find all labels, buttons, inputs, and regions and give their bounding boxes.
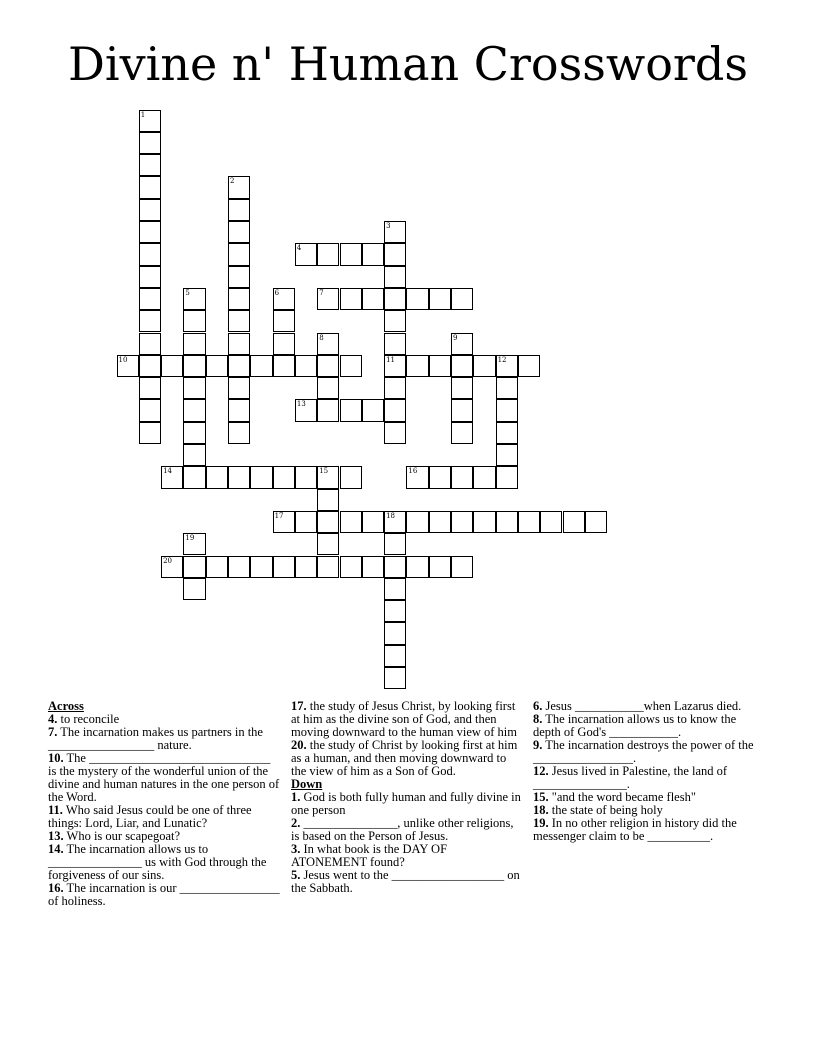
clue-text: The incarnation is our ________________ of holiness. bbox=[48, 881, 280, 908]
clue-num: 9. bbox=[533, 738, 543, 752]
grid-cell[interactable] bbox=[183, 578, 205, 600]
grid-cell[interactable] bbox=[228, 243, 250, 265]
clue-num: 3. bbox=[291, 842, 301, 856]
grid-cell[interactable] bbox=[295, 399, 317, 421]
grid-cell[interactable] bbox=[340, 288, 362, 310]
grid-cell[interactable] bbox=[250, 556, 272, 578]
grid-cell[interactable] bbox=[183, 288, 205, 310]
grid-cell[interactable] bbox=[228, 355, 250, 377]
grid-cell[interactable] bbox=[273, 288, 295, 310]
clue-text: Who is our scapegoat? bbox=[63, 829, 181, 843]
grid-cell[interactable] bbox=[585, 511, 607, 533]
clue-text: the state of being holy bbox=[548, 803, 663, 817]
clue-text: The incarnation destroys the power of the ________________. bbox=[533, 738, 754, 765]
down-clue bbox=[291, 791, 523, 817]
grid-cell[interactable] bbox=[451, 377, 473, 399]
grid-cell[interactable] bbox=[228, 176, 250, 198]
grid-cell[interactable] bbox=[384, 645, 406, 667]
grid-cell[interactable] bbox=[139, 399, 161, 421]
grid-cell[interactable] bbox=[183, 377, 205, 399]
clue-number: 5 bbox=[185, 288, 190, 297]
grid-cell[interactable] bbox=[496, 511, 518, 533]
grid-cell[interactable] bbox=[295, 243, 317, 265]
grid-cell[interactable] bbox=[429, 466, 451, 488]
grid-cell[interactable] bbox=[139, 422, 161, 444]
grid-cell[interactable] bbox=[384, 355, 406, 377]
clue-number: 8 bbox=[319, 333, 324, 342]
down-clue bbox=[533, 765, 767, 791]
down-clue bbox=[291, 817, 523, 843]
clue-text: the study of Jesus Christ, by looking first at him as the divine son of God, and then moving downward to the human view of him bbox=[291, 699, 518, 739]
grid-cell[interactable] bbox=[384, 310, 406, 332]
grid-cell[interactable] bbox=[406, 288, 428, 310]
clue-number: 1 bbox=[140, 110, 146, 119]
grid-cell[interactable] bbox=[228, 377, 250, 399]
grid-cell[interactable] bbox=[384, 600, 406, 622]
clue-num: 12. bbox=[533, 764, 549, 778]
clue-number: 16 bbox=[408, 467, 418, 476]
grid-cell[interactable] bbox=[183, 355, 205, 377]
down-clue bbox=[533, 817, 767, 843]
across-clue bbox=[48, 752, 280, 804]
grid-cell[interactable] bbox=[384, 556, 406, 578]
clue-number: 13 bbox=[296, 400, 306, 409]
grid-cell[interactable] bbox=[384, 266, 406, 288]
grid-cell[interactable] bbox=[496, 377, 518, 399]
grid-cell[interactable] bbox=[139, 310, 161, 332]
clue-num: 5. bbox=[291, 868, 301, 882]
clue-number: 15 bbox=[319, 467, 329, 476]
clue-num: 20. bbox=[291, 738, 307, 752]
grid-cell[interactable] bbox=[384, 422, 406, 444]
grid-cell[interactable] bbox=[317, 399, 339, 421]
clue-text: Jesus ___________when Lazarus died. bbox=[542, 699, 742, 713]
grid-cell[interactable] bbox=[139, 355, 161, 377]
grid-cell[interactable] bbox=[117, 355, 139, 377]
grid-cell[interactable] bbox=[317, 355, 339, 377]
grid-cell[interactable] bbox=[139, 176, 161, 198]
grid-cell[interactable] bbox=[139, 333, 161, 355]
grid-cell[interactable] bbox=[384, 578, 406, 600]
grid-cell[interactable] bbox=[139, 288, 161, 310]
clue-num: 10. bbox=[48, 751, 64, 765]
grid-cell[interactable] bbox=[362, 556, 384, 578]
clue-number: 2 bbox=[230, 177, 235, 186]
clue-number: 17 bbox=[274, 511, 284, 520]
clue-number: 3 bbox=[386, 222, 391, 230]
grid-cell[interactable] bbox=[384, 377, 406, 399]
across-clue bbox=[48, 843, 280, 882]
grid-cell[interactable] bbox=[183, 466, 205, 488]
grid-cell[interactable] bbox=[273, 355, 295, 377]
grid-cell[interactable] bbox=[161, 556, 183, 578]
grid-cell[interactable] bbox=[384, 221, 406, 243]
clue-number: 12 bbox=[497, 355, 507, 364]
grid-cell[interactable] bbox=[228, 199, 250, 221]
across-clue bbox=[48, 804, 280, 830]
clue-number: 11 bbox=[386, 355, 396, 364]
clue-num: 19. bbox=[533, 816, 549, 830]
grid-cell[interactable] bbox=[496, 399, 518, 421]
grid-cell[interactable] bbox=[362, 243, 384, 265]
grid-cell[interactable] bbox=[406, 355, 428, 377]
grid-cell[interactable] bbox=[183, 422, 205, 444]
grid-cell[interactable] bbox=[451, 422, 473, 444]
grid-cell[interactable] bbox=[496, 422, 518, 444]
grid-cell[interactable] bbox=[317, 511, 339, 533]
grid-cell[interactable] bbox=[228, 221, 250, 243]
grid-cell[interactable] bbox=[429, 556, 451, 578]
down-clue bbox=[291, 869, 523, 895]
clue-text: to reconcile bbox=[57, 712, 120, 726]
grid-cell[interactable] bbox=[273, 310, 295, 332]
grid-cell[interactable] bbox=[139, 154, 161, 176]
grid-cell[interactable] bbox=[317, 489, 339, 511]
grid-cell[interactable] bbox=[496, 466, 518, 488]
grid-cell[interactable] bbox=[250, 355, 272, 377]
grid-cell[interactable] bbox=[206, 556, 228, 578]
grid-cell[interactable] bbox=[295, 355, 317, 377]
grid-cell[interactable] bbox=[317, 243, 339, 265]
clue-text: The incarnation makes us partners in the _________________ nature. bbox=[48, 725, 263, 752]
clue-num: 2. bbox=[291, 816, 301, 830]
grid-cell[interactable] bbox=[362, 288, 384, 310]
grid-cell[interactable] bbox=[228, 333, 250, 355]
grid-cell[interactable] bbox=[273, 333, 295, 355]
grid-cell[interactable] bbox=[451, 556, 473, 578]
clue-text: The _____________________________ is the mystery of the wonderful union of the divine and human natures in the one person of the Word. bbox=[48, 751, 280, 804]
grid-cell[interactable] bbox=[139, 243, 161, 265]
grid-cell[interactable] bbox=[183, 533, 205, 555]
clue-text: Who said Jesus could be one of three things: Lord, Liar, and Lunatic? bbox=[48, 803, 252, 830]
grid-cell[interactable] bbox=[228, 399, 250, 421]
clue-number: 19 bbox=[185, 534, 195, 543]
clues-column-3 bbox=[533, 700, 767, 843]
grid-cell[interactable] bbox=[473, 511, 495, 533]
grid-cell[interactable] bbox=[183, 556, 205, 578]
grid-cell[interactable] bbox=[183, 310, 205, 332]
grid-cell[interactable] bbox=[340, 355, 362, 377]
clue-num: 7. bbox=[48, 725, 58, 739]
clue-num: 16. bbox=[48, 881, 64, 895]
clue-num: 13. bbox=[48, 829, 64, 843]
clue-text: God is both fully human and fully divine in one person bbox=[291, 790, 521, 817]
grid-cell[interactable] bbox=[384, 333, 406, 355]
clue-num: 14. bbox=[48, 842, 64, 856]
clue-text: the study of Christ by looking first at him as a human, and then moving downward to the view of him as a Son of God. bbox=[291, 738, 518, 778]
grid-cell[interactable] bbox=[295, 466, 317, 488]
down-clue bbox=[533, 713, 767, 739]
grid-cell[interactable] bbox=[518, 355, 540, 377]
clue-number: 7 bbox=[319, 288, 324, 297]
clue-num: 11. bbox=[48, 803, 63, 817]
grid-cell[interactable] bbox=[384, 288, 406, 310]
grid-cell[interactable] bbox=[362, 399, 384, 421]
grid-cell[interactable] bbox=[340, 511, 362, 533]
across-clue bbox=[48, 726, 280, 752]
clue-num: 8. bbox=[533, 712, 543, 726]
grid-cell[interactable] bbox=[228, 422, 250, 444]
grid-cell[interactable] bbox=[183, 444, 205, 466]
clue-text: Jesus went to the __________________ on the Sabbath. bbox=[291, 868, 520, 895]
grid-cell[interactable] bbox=[340, 243, 362, 265]
grid-cell[interactable] bbox=[384, 667, 406, 689]
grid-cell[interactable] bbox=[563, 511, 585, 533]
grid-cell[interactable] bbox=[451, 511, 473, 533]
across-heading: Across bbox=[48, 699, 84, 713]
grid-cell[interactable] bbox=[340, 399, 362, 421]
grid-cell[interactable] bbox=[139, 266, 161, 288]
grid-cell[interactable] bbox=[228, 556, 250, 578]
clue-num: 18. bbox=[533, 803, 549, 817]
clue-number: 4 bbox=[296, 244, 302, 253]
grid-cell[interactable] bbox=[317, 377, 339, 399]
clues-column-2 bbox=[291, 700, 523, 895]
grid-cell[interactable] bbox=[384, 533, 406, 555]
grid-cell[interactable] bbox=[406, 511, 428, 533]
grid-cell[interactable] bbox=[451, 355, 473, 377]
clue-num: 1. bbox=[291, 790, 301, 804]
clue-num: 4. bbox=[48, 712, 58, 726]
grid-cell[interactable] bbox=[273, 511, 295, 533]
grid-cell[interactable] bbox=[139, 221, 161, 243]
grid-cell[interactable] bbox=[206, 355, 228, 377]
grid-cell[interactable] bbox=[451, 466, 473, 488]
grid-cell[interactable] bbox=[496, 444, 518, 466]
clue-num: 17. bbox=[291, 699, 307, 713]
grid-cell[interactable] bbox=[206, 466, 228, 488]
grid-cell[interactable] bbox=[161, 355, 183, 377]
clue-text: "and the word became flesh" bbox=[548, 790, 696, 804]
grid-cell[interactable] bbox=[273, 556, 295, 578]
grid-cell[interactable] bbox=[317, 333, 339, 355]
grid-cell[interactable] bbox=[518, 511, 540, 533]
grid-cell[interactable] bbox=[429, 511, 451, 533]
down-clue bbox=[291, 843, 523, 869]
across-clue bbox=[291, 739, 523, 778]
clue-text: In no other religion in history did the messenger claim to be __________. bbox=[533, 816, 737, 843]
grid-cell[interactable] bbox=[473, 466, 495, 488]
grid-cell[interactable] bbox=[139, 199, 161, 221]
down-clue bbox=[533, 739, 767, 765]
grid-cell[interactable] bbox=[384, 243, 406, 265]
grid-cell[interactable] bbox=[451, 333, 473, 355]
clue-number: 9 bbox=[453, 333, 458, 342]
grid-cell[interactable] bbox=[273, 466, 295, 488]
clue-text: _______________, unlike other religions, is based on the Person of Jesus. bbox=[291, 816, 514, 843]
across-clue bbox=[291, 700, 523, 739]
grid-cell[interactable] bbox=[451, 288, 473, 310]
grid-cell[interactable] bbox=[384, 622, 406, 644]
grid-cell[interactable] bbox=[317, 288, 339, 310]
grid-cell[interactable] bbox=[317, 466, 339, 488]
down-heading: Down bbox=[291, 777, 323, 791]
clues-column-1 bbox=[48, 700, 280, 908]
grid-cell[interactable] bbox=[406, 466, 428, 488]
clue-text: The incarnation allows us to know the depth of God's ___________. bbox=[533, 712, 737, 739]
grid-cell[interactable] bbox=[317, 533, 339, 555]
clue-text: Jesus lived in Palestine, the land of _______________. bbox=[533, 764, 728, 791]
grid-cell[interactable] bbox=[340, 466, 362, 488]
page-title: Divine n' Human Crosswords bbox=[68, 37, 748, 91]
grid-cell[interactable] bbox=[295, 556, 317, 578]
grid-cell[interactable] bbox=[384, 511, 406, 533]
clue-number: 18 bbox=[386, 511, 396, 520]
grid-cell[interactable] bbox=[139, 377, 161, 399]
grid-cell[interactable] bbox=[317, 556, 339, 578]
across-clue bbox=[48, 882, 280, 908]
clue-number: 6 bbox=[274, 288, 280, 297]
clue-text: The incarnation allows us to _______________ us with God through the forgiveness of our sins. bbox=[48, 842, 267, 882]
grid-cell[interactable] bbox=[384, 399, 406, 421]
grid-cell[interactable] bbox=[429, 355, 451, 377]
grid-cell[interactable] bbox=[228, 288, 250, 310]
clue-num: 6. bbox=[533, 699, 543, 713]
grid-cell[interactable] bbox=[451, 399, 473, 421]
grid-cell[interactable] bbox=[295, 511, 317, 533]
clue-number: 20 bbox=[163, 556, 173, 565]
grid-cell[interactable] bbox=[362, 511, 384, 533]
grid-cell[interactable] bbox=[228, 310, 250, 332]
grid-cell[interactable] bbox=[340, 556, 362, 578]
grid-cell[interactable] bbox=[228, 266, 250, 288]
clue-num: 15. bbox=[533, 790, 549, 804]
grid-cell[interactable] bbox=[406, 556, 428, 578]
grid-cell[interactable] bbox=[183, 333, 205, 355]
grid-cell[interactable] bbox=[540, 511, 562, 533]
clue-number: 14 bbox=[163, 467, 173, 476]
grid-cell[interactable] bbox=[139, 110, 161, 132]
clue-number: 10 bbox=[118, 355, 128, 364]
grid-cell[interactable] bbox=[429, 288, 451, 310]
grid-cell[interactable] bbox=[228, 466, 250, 488]
grid-cell[interactable] bbox=[496, 355, 518, 377]
clue-text: In what book is the DAY OF ATONEMENT found? bbox=[291, 842, 448, 869]
grid-cell[interactable] bbox=[139, 132, 161, 154]
grid-cell[interactable] bbox=[473, 355, 495, 377]
grid-cell[interactable] bbox=[161, 466, 183, 488]
grid-cell[interactable] bbox=[250, 466, 272, 488]
grid-cell[interactable] bbox=[183, 399, 205, 421]
